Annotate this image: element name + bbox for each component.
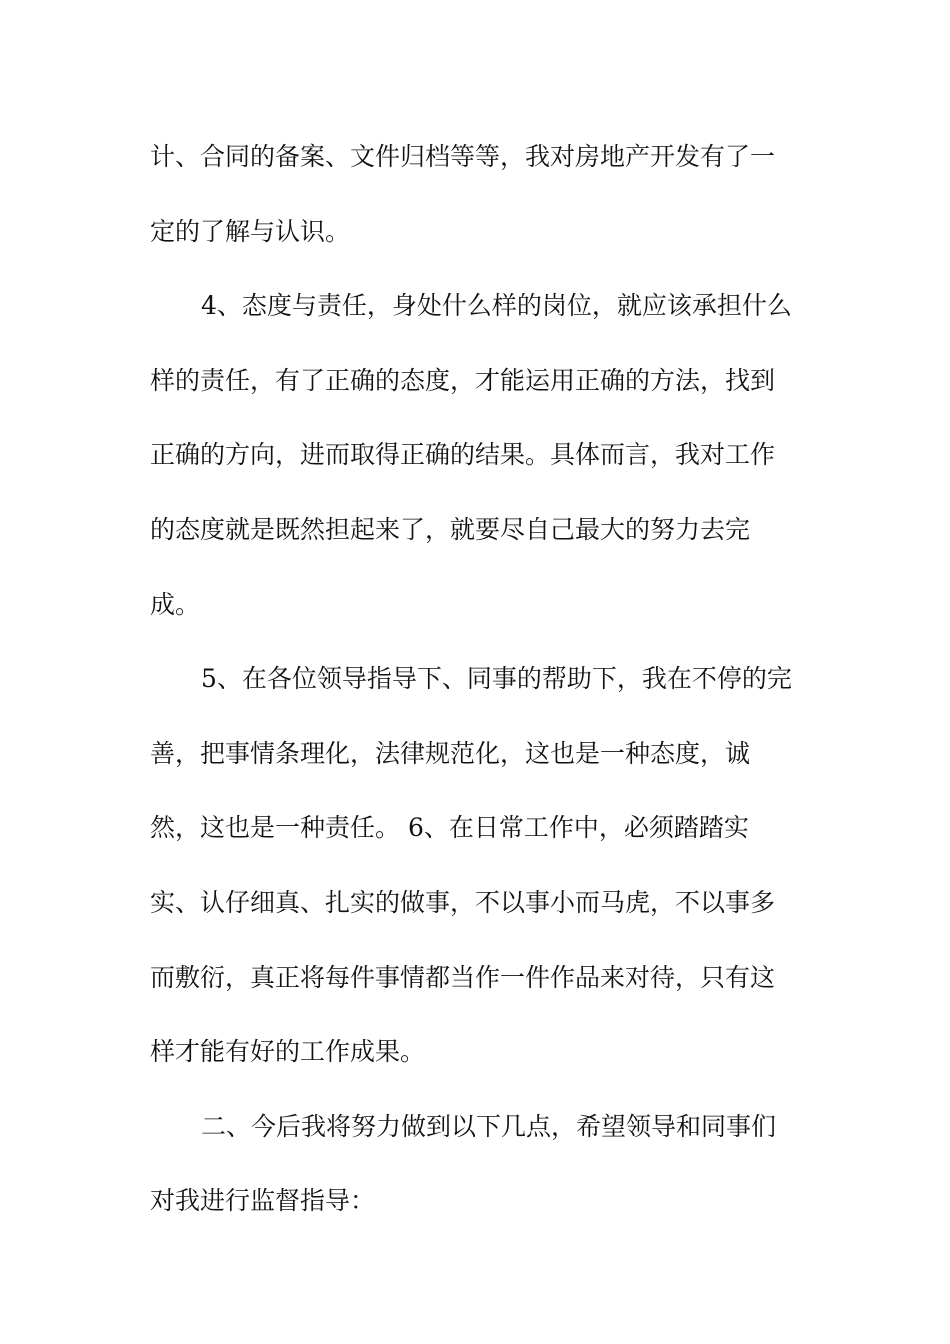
text-line: 然，这也是一种责任。 6、在日常工作中，必须踏踏实 (150, 813, 749, 843)
text-line: 样的责任，有了正确的态度，才能运用正确的方法，找到 (150, 365, 776, 395)
text-line: 成。 (150, 589, 201, 619)
paragraph-start-line: 5、在各位领导指导下、同事的帮助下，我在不停的完 (201, 664, 792, 694)
text-line: 而敷衍，真正将每件事情都当作一件作品来对待，只有这 (150, 962, 776, 992)
text-line: 的态度就是既然担起来了，就要尽自己最大的努力去完 (150, 514, 751, 544)
text-line: 正确的方向，进而取得正确的结果。具体而言，我对工作 (150, 440, 776, 470)
text-line: 定的了解与认识。 (150, 216, 351, 246)
paragraph-start-line: 4、态度与责任，身处什么样的岗位，就应该承担什么 (201, 291, 792, 321)
paragraph-start-line: 二、今后我将努力做到以下几点，希望领导和同事们 (201, 1111, 777, 1141)
text-line: 实、认仔细真、扎实的做事，不以事小而马虎，不以事多 (150, 887, 776, 917)
text-line: 计、合同的备案、文件归档等等，我对房地产开发有了一 (150, 142, 776, 171)
text-line: 样才能有好的工作成果。 (150, 1037, 426, 1067)
text-line: 善，把事情条理化，法律规范化，这也是一种态度，诚 (150, 738, 751, 768)
document-body (150, 120, 810, 1239)
text-line: 对我进行监督指导： (150, 1186, 376, 1216)
